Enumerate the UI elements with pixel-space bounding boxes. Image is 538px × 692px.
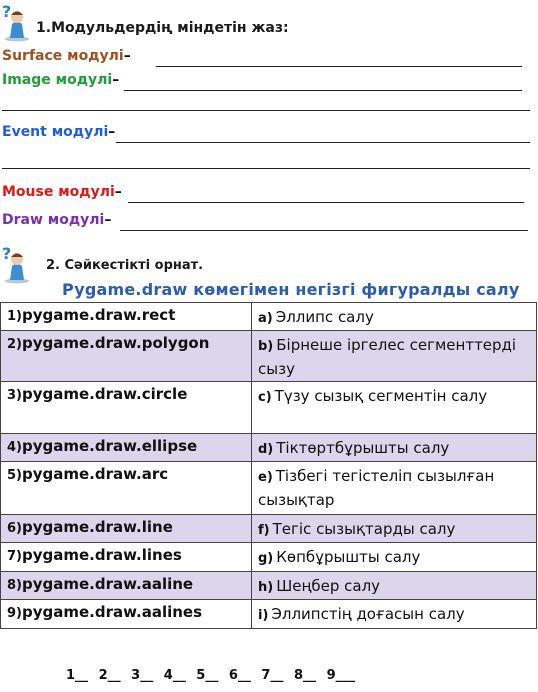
table-row: 3)pygame.draw.circle c) Түзу сызық сегментін салу <box>1 382 537 434</box>
function-name: pygame.draw.arc <box>22 465 169 483</box>
description: Тіктөртбұрышты салу <box>276 439 450 457</box>
function-name: pygame.draw.ellipse <box>22 437 198 455</box>
module-row-draw: Draw модулі– <box>2 212 112 228</box>
task2-title: 2. Сәйкестікті орнат. <box>46 258 204 273</box>
module-label: Draw модулі <box>2 212 105 228</box>
description: Бірнеше іргелес сегменттерді сызу <box>258 336 517 378</box>
matching-table <box>0 302 537 629</box>
module-label: Event модулі <box>2 124 109 140</box>
svg-text:?: ? <box>2 2 12 21</box>
module-label: Surface модулі <box>2 48 124 64</box>
answer-line[interactable] <box>2 154 530 169</box>
answer-line[interactable] <box>2 96 530 111</box>
answer-line[interactable] <box>116 128 530 143</box>
function-name: pygame.draw.line <box>22 518 173 536</box>
description: Түзу сызық сегментін салу <box>274 387 488 405</box>
answer-line[interactable] <box>156 52 522 67</box>
description: Шеңбер салу <box>276 577 381 595</box>
description: Тізбегі тегістеліп сызылған сызықтар <box>258 467 495 509</box>
table-row: 2)pygame.draw.polygon b) Бірнеше іргелес сегменттерді сызу <box>1 331 537 382</box>
task2-subtitle: Pygame.draw көмегімен негізгі фигуралды салу <box>62 280 520 299</box>
answer-line[interactable] <box>128 188 524 203</box>
module-row-mouse: Mouse модулі– <box>2 184 122 200</box>
task1-title: 1.Модульдердің міндетін жаз: <box>36 20 289 36</box>
function-name: pygame.draw.rect <box>22 306 176 324</box>
table-row: 5)pygame.draw.arc e) Тізбегі тегістеліп сызылған сызықтар <box>1 462 537 515</box>
module-label: Image модулі <box>2 72 113 88</box>
table-row: 7)pygame.draw.lines g) Көпбұрышты салу <box>1 543 537 572</box>
question-person-icon <box>0 244 34 284</box>
question-person-icon <box>0 2 34 42</box>
description: Эллипс салу <box>275 308 374 326</box>
table-row: 8)pygame.draw.aaline h) Шеңбер салу <box>1 572 537 600</box>
module-row-image: Image модулі– <box>2 72 120 88</box>
function-name: pygame.draw.circle <box>22 385 188 403</box>
svg-text:?: ? <box>2 244 12 263</box>
table-row: 4)pygame.draw.ellipse d) Тіктөртбұрышты салу <box>1 434 537 462</box>
function-name: pygame.draw.aalines <box>22 603 203 621</box>
module-label: Mouse модулі <box>2 184 115 200</box>
function-name: pygame.draw.polygon <box>22 334 210 352</box>
description: Эллипстің доғасын салу <box>271 605 465 623</box>
table-row: 6)pygame.draw.line f) Тегіс сызықтарды салу <box>1 515 537 543</box>
description: Тегіс сызықтарды салу <box>272 520 456 538</box>
answer-blanks[interactable]: 1__ 2__ 3__ 4__ 5__ 6__ 7__ 8__ 9___ <box>66 668 356 683</box>
table-row: 1)pygame.draw.rect a) Эллипс салу <box>1 303 537 331</box>
description: Көпбұрышты салу <box>276 548 421 566</box>
module-row-event: Event модулі– <box>2 124 116 140</box>
answer-line[interactable] <box>124 76 522 91</box>
function-name: pygame.draw.aaline <box>22 575 194 593</box>
answer-line[interactable] <box>120 216 528 231</box>
function-name: pygame.draw.lines <box>22 546 182 564</box>
table-row: 9)pygame.draw.aalines i) Эллипстің доғасын салу <box>1 600 537 629</box>
module-row-surface: Surface модулі– <box>2 48 131 64</box>
